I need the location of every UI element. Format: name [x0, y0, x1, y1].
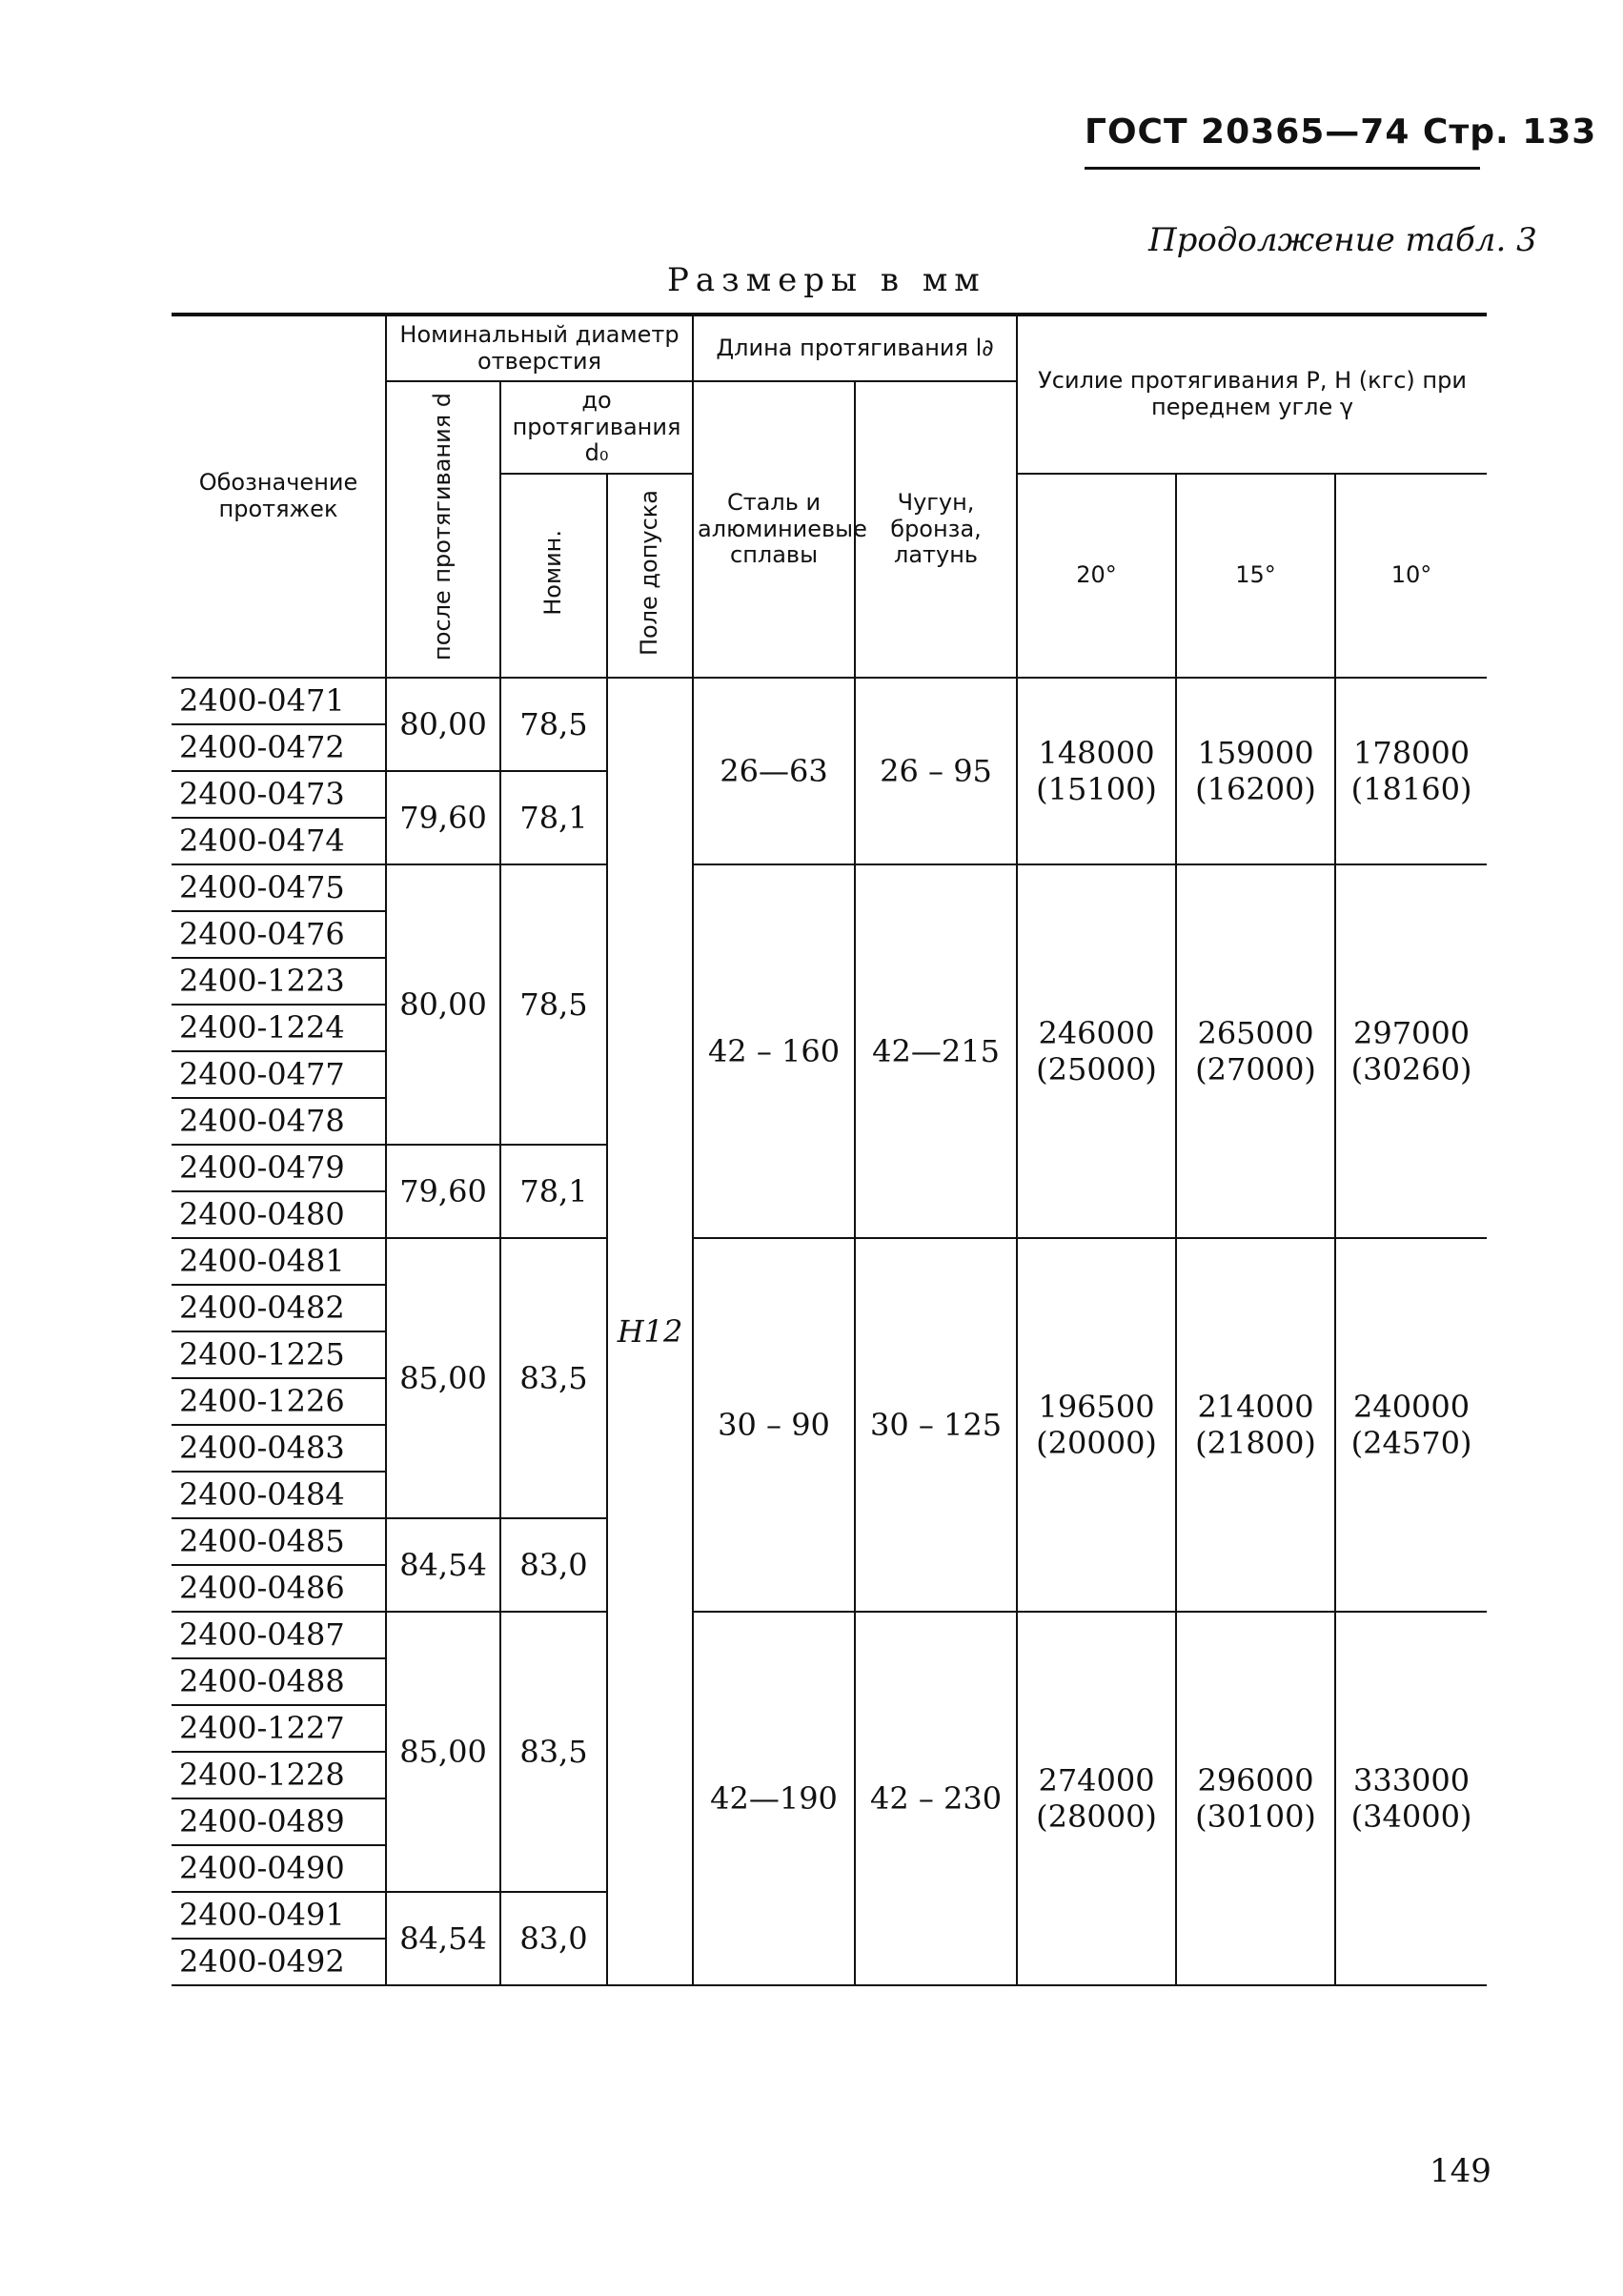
force-10-cell — [1335, 864, 1487, 1238]
force-15-cell — [1176, 678, 1335, 864]
nominal-diameter-cell: 83,5 — [500, 1612, 607, 1892]
code-cell: 2400-1226 — [172, 1378, 386, 1425]
force-20-cell — [1017, 864, 1176, 1238]
code-cell: 2400-0479 — [172, 1145, 386, 1191]
force-value: 196500 — [1038, 1388, 1155, 1425]
code-cell: 2400-0476 — [172, 911, 386, 958]
code-cell: 2400-0480 — [172, 1191, 386, 1238]
force-value: 274000 — [1038, 1761, 1155, 1798]
col-iron-header: Чугун, бронза, латунь — [855, 381, 1017, 678]
force-value: 246000 — [1038, 1014, 1155, 1051]
code-cell: 2400-0491 — [172, 1892, 386, 1939]
after-diameter-cell: 79,60 — [386, 771, 500, 864]
table-row — [172, 678, 1487, 724]
after-diameter-cell: 85,00 — [386, 1238, 500, 1518]
angle-10-header: 10° — [1335, 474, 1487, 678]
force-10-cell — [1335, 1238, 1487, 1612]
force-value: 148000 — [1038, 734, 1155, 771]
nominal-diameter-cell: 83,0 — [500, 1892, 607, 1985]
force-10-cell — [1335, 678, 1487, 864]
after-diameter-cell: 79,60 — [386, 1145, 500, 1238]
code-cell: 2400-0472 — [172, 724, 386, 771]
code-cell: 2400-0481 — [172, 1238, 386, 1285]
group-length-header: Длина протягивания l∂ — [693, 315, 1017, 381]
group-before-header: до протягивания d₀ — [500, 381, 693, 474]
force-kgf: (30100) — [1195, 1798, 1316, 1835]
force-kgf: (20000) — [1036, 1424, 1157, 1461]
force-value: 178000 — [1352, 734, 1471, 771]
table-continuation-label: Продолжение табл. 3 — [1148, 221, 1537, 259]
code-cell: 2400-0478 — [172, 1098, 386, 1145]
code-cell: 2400-0474 — [172, 818, 386, 864]
angle-15-header: 15° — [1176, 474, 1335, 678]
col-nominal-header — [500, 474, 607, 678]
force-15-cell — [1176, 1238, 1335, 1612]
force-value: 159000 — [1197, 734, 1314, 771]
nominal-diameter-cell: 78,1 — [500, 1145, 607, 1238]
code-cell: 2400-1224 — [172, 1005, 386, 1051]
nominal-diameter-cell: 78,5 — [500, 678, 607, 771]
force-15-cell — [1176, 1612, 1335, 1985]
nominal-diameter-cell: 78,1 — [500, 771, 607, 864]
force-value: 214000 — [1197, 1388, 1314, 1425]
code-cell: 2400-1228 — [172, 1752, 386, 1798]
force-kgf: (16200) — [1195, 770, 1316, 807]
force-kgf: (30260) — [1350, 1050, 1472, 1087]
code-cell: 2400-0475 — [172, 864, 386, 911]
code-cell: 2400-0486 — [172, 1565, 386, 1612]
after-diameter-cell: 80,00 — [386, 678, 500, 771]
nominal-diameter-cell: 83,5 — [500, 1238, 607, 1518]
nominal-diameter-cell: 83,0 — [500, 1518, 607, 1612]
code-cell: 2400-0477 — [172, 1051, 386, 1098]
force-value: 265000 — [1197, 1014, 1314, 1051]
force-kgf: (27000) — [1195, 1050, 1316, 1087]
col-nominal-label: Номин. — [539, 529, 567, 616]
force-20-cell — [1017, 678, 1176, 864]
force-value: 333000 — [1352, 1761, 1471, 1798]
nominal-diameter-cell: 78,5 — [500, 864, 607, 1145]
length-iron-cell: 26 – 95 — [855, 678, 1017, 864]
code-cell: 2400-0482 — [172, 1285, 386, 1331]
code-cell: 2400-1227 — [172, 1705, 386, 1752]
force-value: 240000 — [1352, 1388, 1471, 1425]
col-after-header — [386, 381, 500, 678]
force-kgf: (28000) — [1036, 1798, 1157, 1835]
col-after-label: после протягивания d — [429, 392, 456, 660]
table-row — [172, 864, 1487, 911]
force-kgf: (18160) — [1350, 770, 1472, 807]
code-cell: 2400-0471 — [172, 678, 386, 724]
page-number: 149 — [1430, 2152, 1491, 2190]
code-cell: 2400-0485 — [172, 1518, 386, 1565]
force-15-cell — [1176, 864, 1335, 1238]
after-diameter-cell: 84,54 — [386, 1892, 500, 1985]
force-kgf: (21800) — [1195, 1424, 1316, 1461]
after-diameter-cell: 84,54 — [386, 1518, 500, 1612]
code-cell: 2400-0489 — [172, 1798, 386, 1845]
table-row — [172, 1238, 1487, 1285]
tolerance-cell: H12 — [607, 678, 693, 1985]
after-diameter-cell: 85,00 — [386, 1612, 500, 1892]
code-cell: 2400-0484 — [172, 1472, 386, 1518]
force-kgf: (24570) — [1350, 1424, 1472, 1461]
force-value: 297000 — [1352, 1014, 1471, 1051]
code-cell: 2400-0490 — [172, 1845, 386, 1892]
col-designation-header: Обозначение протяжек — [172, 315, 386, 678]
table-row — [172, 1612, 1487, 1658]
code-cell: 2400-1225 — [172, 1331, 386, 1378]
after-diameter-cell: 80,00 — [386, 864, 500, 1145]
code-cell: 2400-1223 — [172, 958, 386, 1005]
code-cell: 2400-0487 — [172, 1612, 386, 1658]
col-tolerance-header — [607, 474, 693, 678]
code-cell: 2400-0488 — [172, 1658, 386, 1705]
length-steel-cell: 42—190 — [693, 1612, 855, 1985]
col-steel-header: Сталь и алюминиевые сплавы — [693, 381, 855, 678]
length-steel-cell: 30 – 90 — [693, 1238, 855, 1612]
force-kgf: (25000) — [1036, 1050, 1157, 1087]
length-iron-cell: 30 – 125 — [855, 1238, 1017, 1612]
force-kgf: (15100) — [1036, 770, 1157, 807]
length-steel-cell: 42 – 160 — [693, 864, 855, 1238]
length-iron-cell: 42 – 230 — [855, 1612, 1017, 1985]
standard-header: ГОСТ 20365—74 Стр. 133 — [1085, 112, 1597, 152]
force-value: 296000 — [1197, 1761, 1314, 1798]
force-kgf: (34000) — [1350, 1798, 1472, 1835]
force-10-cell — [1335, 1612, 1487, 1985]
angle-20-header: 20° — [1017, 474, 1176, 678]
col-tolerance-label: Поле допуска — [636, 489, 663, 656]
group-diameter-header: Номинальный диаметр отверстия — [386, 315, 693, 381]
length-iron-cell: 42—215 — [855, 864, 1017, 1238]
group-force-header: Усилие протягивания P, Н (кгс) при переднем угле γ — [1017, 315, 1487, 474]
code-cell: 2400-0483 — [172, 1425, 386, 1472]
force-20-cell — [1017, 1238, 1176, 1612]
broach-spec-table — [172, 313, 1487, 1986]
units-caption: Размеры в мм — [667, 261, 986, 299]
force-20-cell — [1017, 1612, 1176, 1985]
code-cell: 2400-0473 — [172, 771, 386, 818]
code-cell: 2400-0492 — [172, 1939, 386, 1985]
header-underline — [1085, 167, 1480, 170]
length-steel-cell: 26—63 — [693, 678, 855, 864]
